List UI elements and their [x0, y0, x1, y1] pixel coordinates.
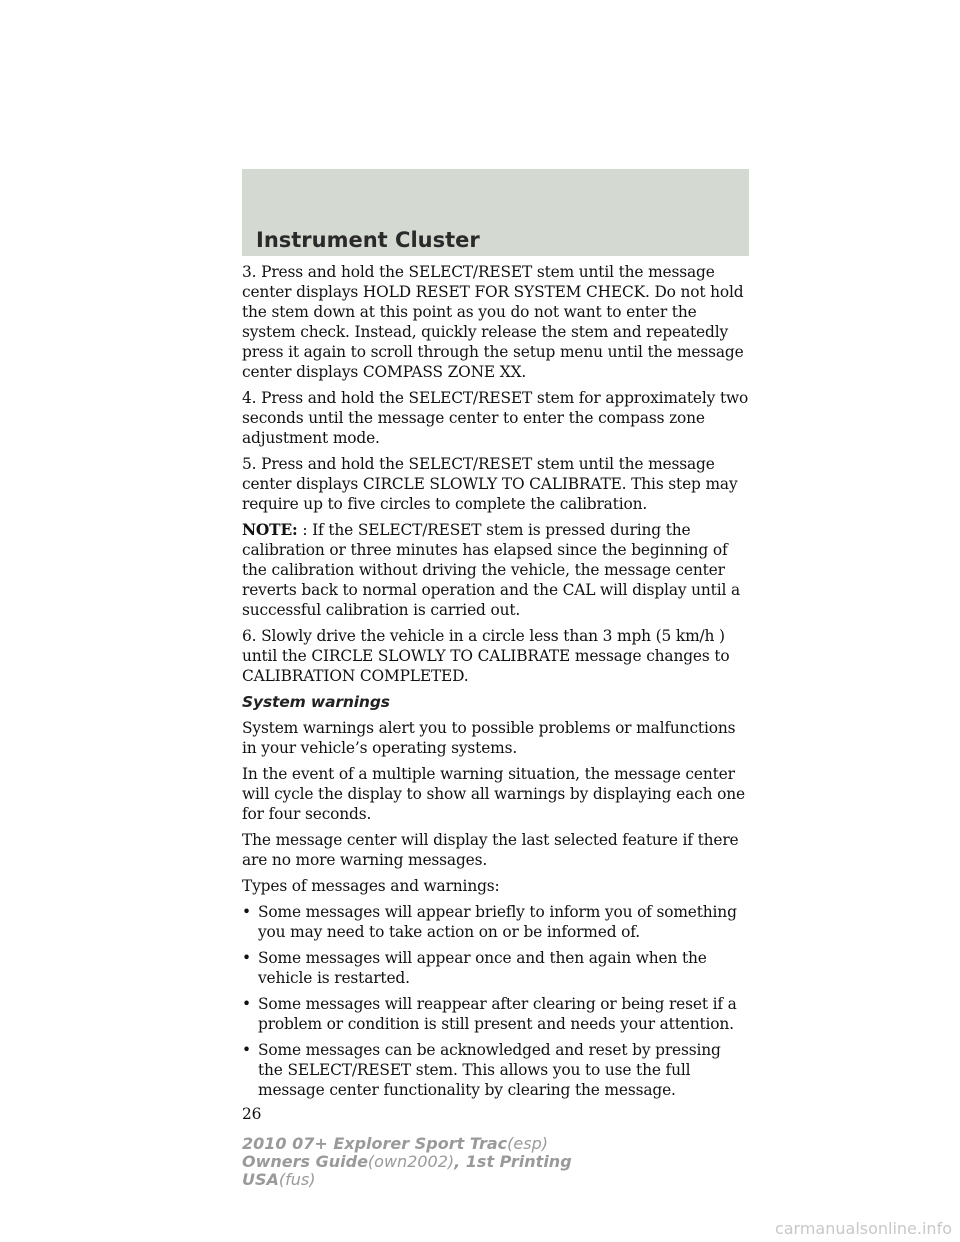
system-warnings-heading: System warnings — [242, 693, 390, 711]
step-5-paragraph: 5. Press and hold the SELECT/RESET stem until the message center displays CIRCLE SLOWLY TO CALIBRATE. This step may require up to five circles to complete the calibration. — [242, 455, 738, 513]
bullet-icon: • — [242, 949, 251, 967]
page-body — [242, 262, 750, 1124]
footer-model: 2010 07+ Explorer Sport Trac — [242, 1134, 508, 1153]
multiple-warning-paragraph: In the event of a multiple warning situation, the message center will cycle the display to show all warnings by displaying each one for four seconds. — [242, 765, 745, 823]
step-4-paragraph: 4. Press and hold the SELECT/RESET stem for approximately two seconds until the message center to enter the compass zone adjustment mode. — [242, 389, 749, 447]
bullet-icon: • — [242, 1041, 251, 1059]
bullet-icon: • — [242, 903, 251, 921]
message-types-list — [242, 902, 750, 1100]
step-3-paragraph: 3. Press and hold the SELECT/RESET stem until the message center displays HOLD RESET FOR SYSTEM CHECK. Do not hold the stem down at this point as you do not want to enter the system check. Instead, quickly release the stem and repeatedly press it again to scroll through the setup menu until the message center displays COMPASS ZONE XX. — [242, 263, 744, 381]
footer-model-code: (esp) — [507, 1134, 548, 1153]
last-feature-paragraph: The message center will display the last selected feature if there are no more warning messages. — [242, 831, 739, 869]
bullet-icon: • — [242, 995, 251, 1013]
warnings-intro-paragraph: System warnings alert you to possible problems or malfunctions in your vehicle’s operating systems. — [242, 719, 736, 757]
step-6-paragraph: 6. Slowly drive the vehicle in a circle less than 3 mph (5 km/h ) until the CIRCLE SLOWLY TO CALIBRATE message changes to CALIBRATION COMPLETED. — [242, 627, 730, 685]
note-paragraph — [242, 520, 750, 620]
footer-line-3 — [242, 1171, 572, 1189]
list-item — [242, 948, 750, 988]
list-item-text: Some messages will appear once and then again when the vehicle is restarted. — [258, 949, 707, 987]
list-item — [242, 902, 750, 942]
watermark-link[interactable]: carmanualsonline.info — [774, 1219, 952, 1238]
footer-market-code: (fus) — [278, 1170, 316, 1189]
footer-printing: , 1st Printing — [454, 1152, 572, 1171]
footer-guide: Owners Guide — [242, 1152, 368, 1171]
footer-line-2 — [242, 1153, 572, 1171]
types-paragraph: Types of messages and warnings: — [242, 877, 500, 895]
footer-guide-code: (own2002) — [367, 1152, 455, 1171]
print-footer — [242, 1135, 572, 1189]
list-item — [242, 1040, 750, 1100]
footer-market: USA — [242, 1170, 279, 1189]
list-item-text: Some messages will appear briefly to inform you of something you may need to take action on or be informed of. — [258, 903, 737, 941]
note-text: : If the SELECT/RESET stem is pressed during the calibration or three minutes has elapsed since the beginning of the calibration without driving the vehicle, the message center reverts back to normal operation and the CAL will display until a successful calibration is carried out. — [242, 521, 741, 619]
list-item-text: Some messages will reappear after clearing or being reset if a problem or condition is still present and needs your attention. — [258, 995, 737, 1033]
section-title: Instrument Cluster — [256, 228, 480, 252]
footer-line-1 — [242, 1135, 572, 1153]
list-item — [242, 994, 750, 1034]
note-label: NOTE: — [242, 521, 298, 539]
list-item-text: Some messages can be acknowledged and reset by pressing the SELECT/RESET stem. This allows you to use the full message center functionality by clearing the message. — [258, 1041, 721, 1099]
page-number: 26 — [242, 1105, 262, 1123]
